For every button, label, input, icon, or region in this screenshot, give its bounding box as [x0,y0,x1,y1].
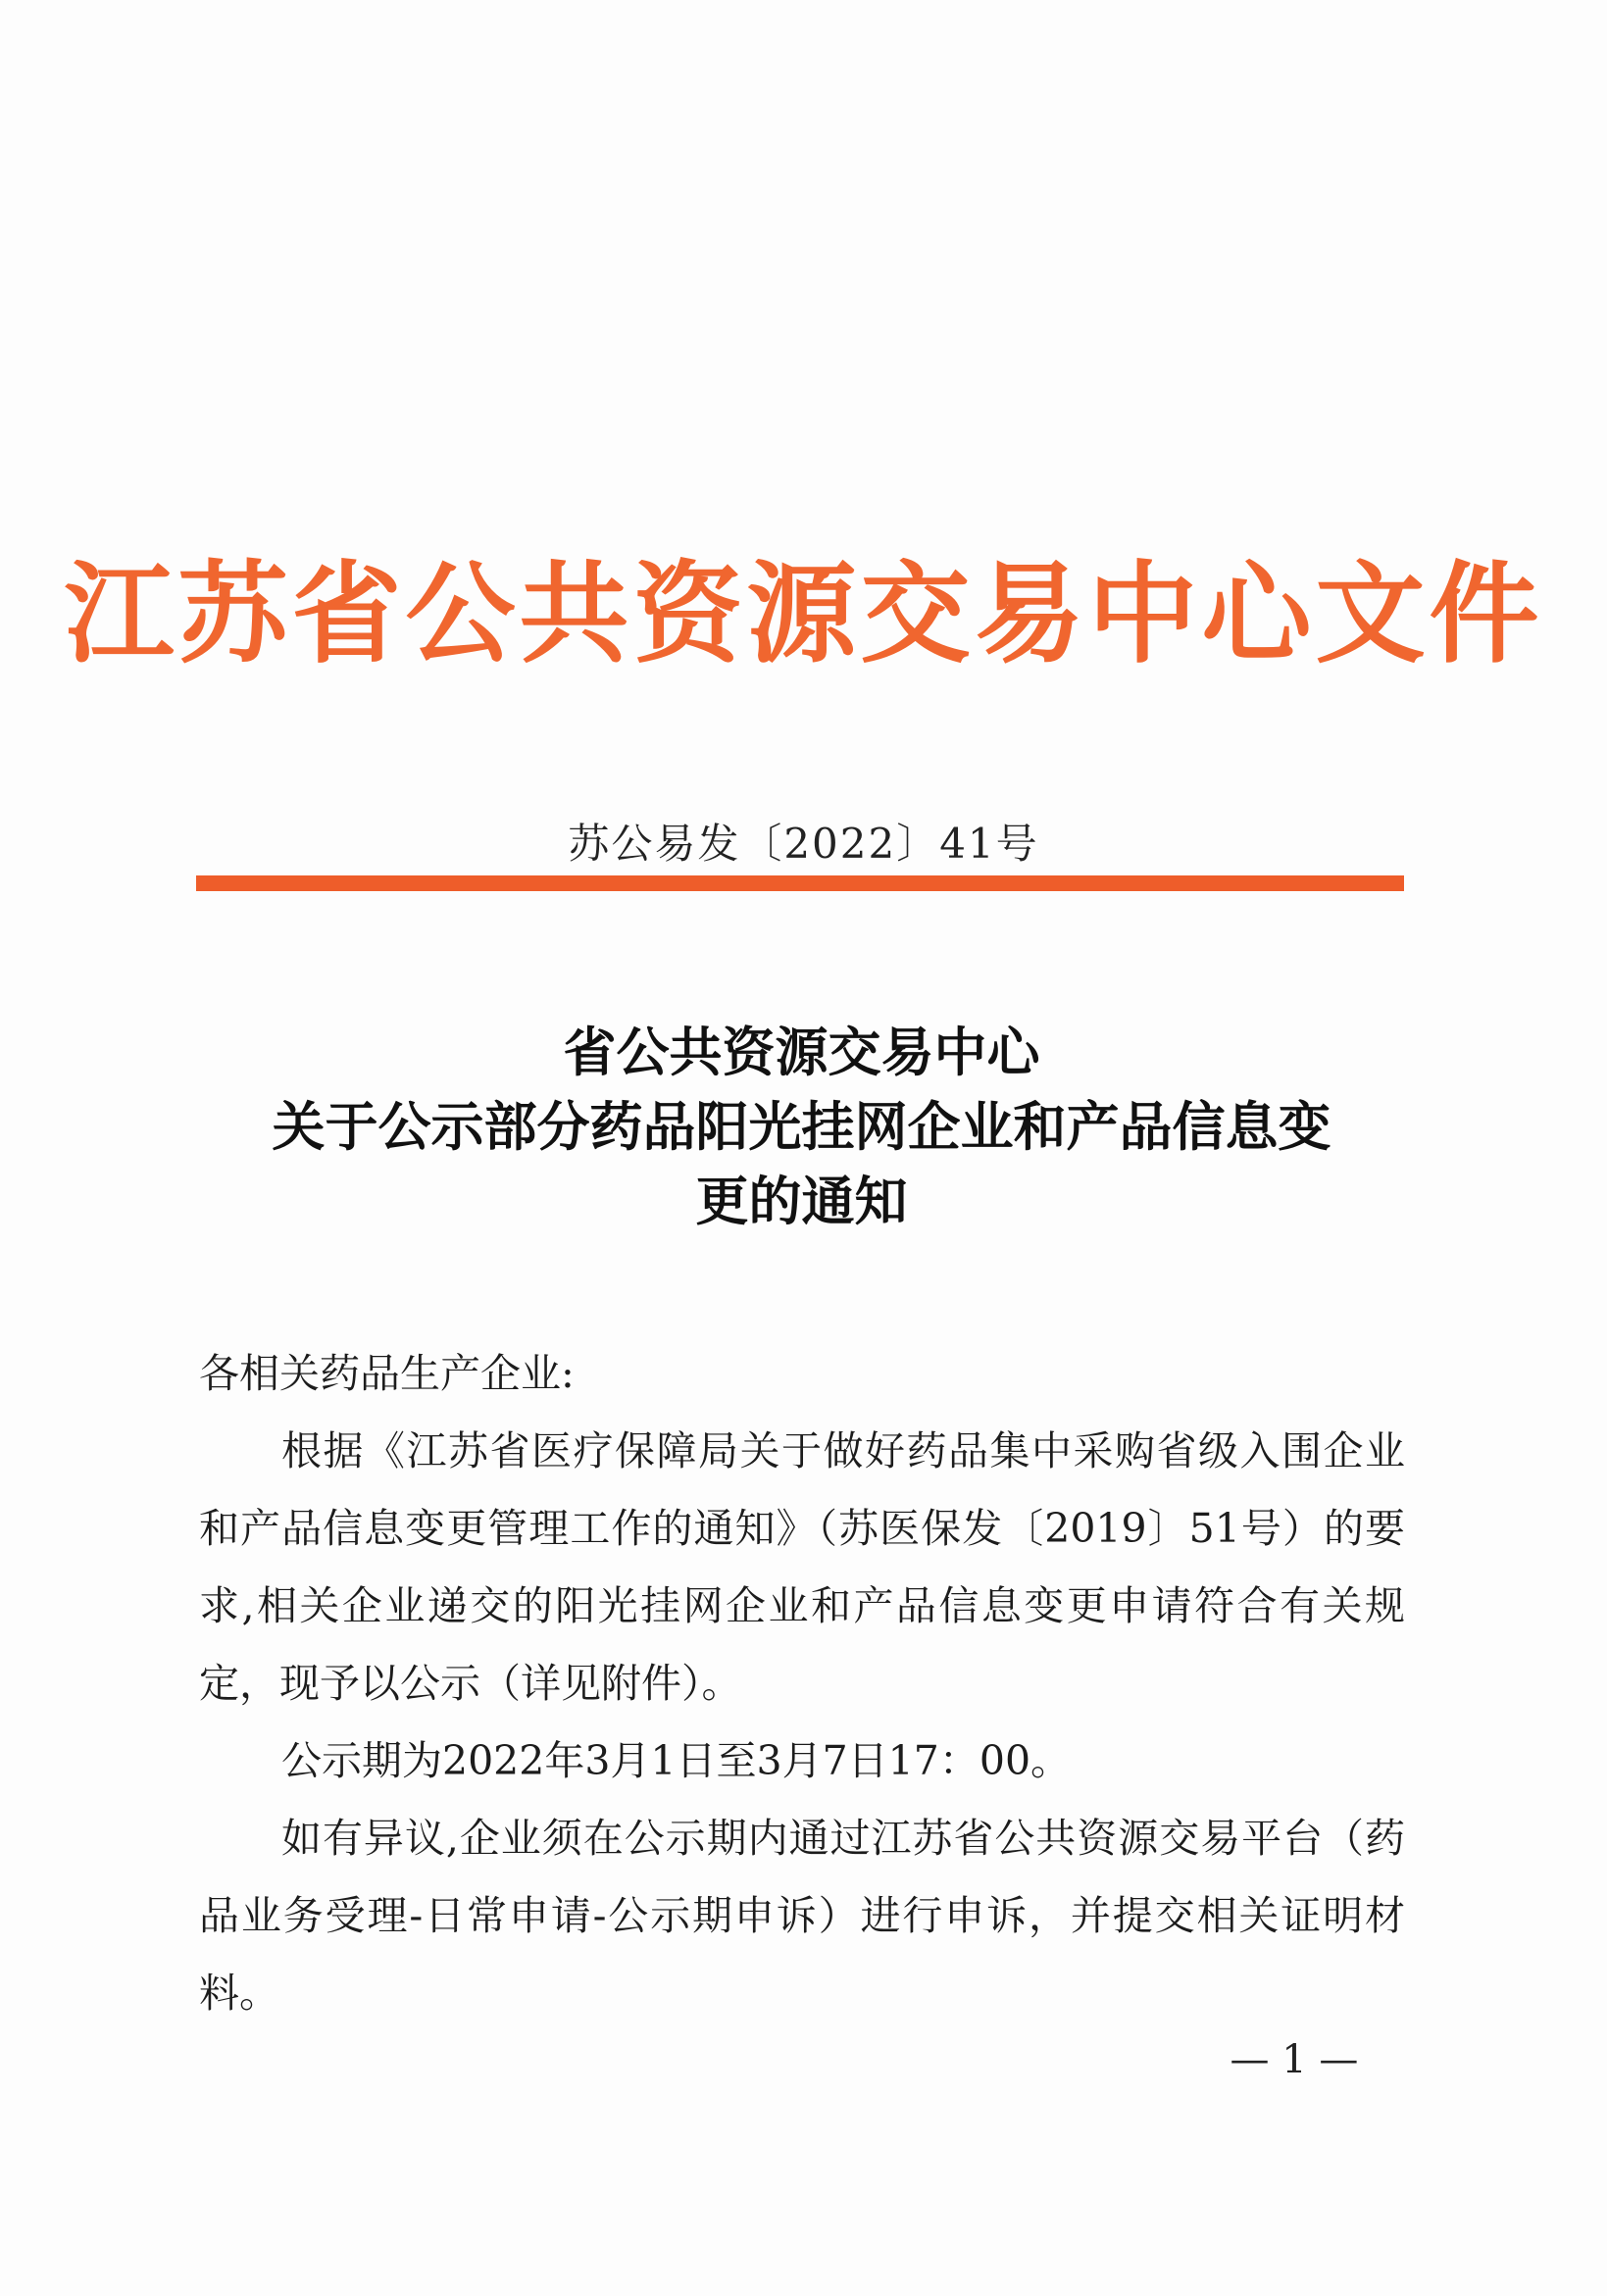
page-number: — 1 — [1230,2037,1359,2082]
title-line-1: 省公共资源交易中心 [563,1021,1040,1083]
document-masthead: 江苏省公共资源交易中心文件 [64,551,1543,678]
paragraph-objection: 如有异议,企业须在公示期内通过江苏省公共资源交易平台（药品业务受理-日常申请-公示期申诉）进行申诉，并提交相关证明材料。 [199,1815,1405,2017]
salutation: 各相关药品生产企业: [199,1350,575,1397]
red-divider-line [196,875,1404,891]
document-number: 苏公易发〔2022〕41号 [568,820,1039,868]
notice-body [199,1335,1405,2032]
notice-title [191,1015,1412,1238]
title-line-3: 更的通知 [695,1170,908,1232]
paragraph-period: 公示期为2022年3月1日至3月7日17：00。 [281,1737,1072,1784]
paragraph-basis: 根据《江苏省医疗保障局关于做好药品集中采购省级入围企业和产品信息变更管理工作的通知》（苏医保发〔2019〕51号）的要求,相关企业递交的阳光挂网企业和产品信息变更申请符合有关规定，现予以公示（详见附件）。 [199,1427,1405,1707]
title-line-2: 关于公示部分药品阳光挂网企业和产品信息变 [272,1095,1331,1158]
